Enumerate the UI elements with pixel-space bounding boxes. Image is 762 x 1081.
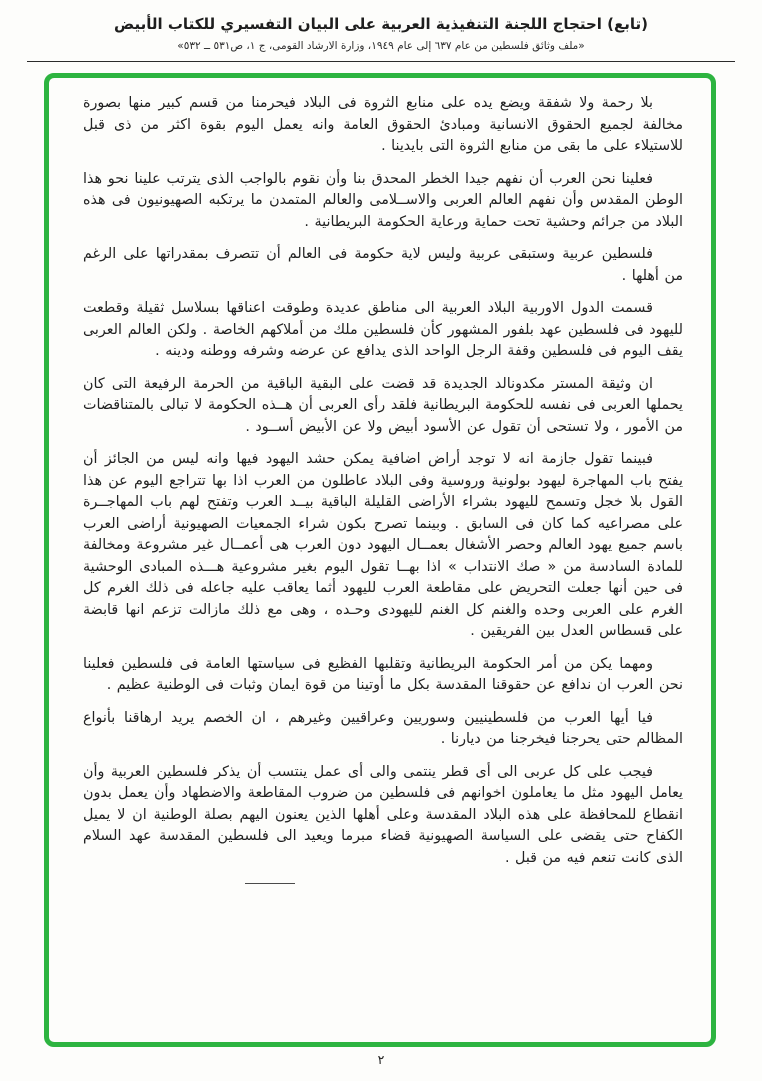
paragraph: فيا أيها العرب من فلسطينيين وسوريين وعراقيين وغيرهم ، ان الخصم يريد ارهاقنا بأنواع المظالم حتى يحرجنا فيخرجنا من ديارنا . bbox=[83, 709, 683, 747]
paragraph: فعلينا نحن العرب أن نفهم جيدا الخطر المحدق بنا وأن نقوم بالواجب الذى يترتب علينا نحو هذا الوطن المقدس وأن نفهم العالم العربى والاســلامى والعالم المتمدن ما يرتكبه الصهيونيون فى هذه البلاد من جرائم وحشية تحت حماية ورعاية الحكومة البريطانية . bbox=[83, 170, 683, 230]
paragraph: قسمت الدول الاوربية البلاد العربية الى مناطق عديدة وطوقت اعناقها بسلاسل ثقيلة وقطعت لليهود فى فلسطين عهد بلفور المشهور كأن فلسطين ملك من أملاكهم الخاصة . ولكن العالم العربى يقف اليوم فى فلسطين وقفة الرجل الواحد الذى يدافع عن عرضه وشرفه ووطنه ودينه . bbox=[83, 300, 683, 359]
paragraph: فلسطين عربية وستبقى عربية وليس لاية حكومة فى العالم أن تتصرف بمقدراتها على الرغم من أهلها . bbox=[83, 246, 683, 284]
end-divider bbox=[245, 883, 295, 884]
header-divider bbox=[27, 61, 735, 62]
document-title: (تابع) احتجاج اللجنة التنفيذية العربية على البيان التفسيري للكتاب الأبيض bbox=[114, 15, 648, 33]
paragraph: فيجب على كل عربى الى أى قطر ينتمى والى أى عمل ينتسب أن يذكر فلسطين العربية وأن يعامل اليهود مثل ما يعاملون اخوانهم فى فلسطين من ضروب المقاطعة والاضطهاد وأن يعمل بدون انقطاع للمحافظة على هذه البلاد المقدسة وعلى أهلها الذين يعنون اليهم بصلة الوطنية ان لا يميل الكفاح حتى يقضى على السياسة الصهيونية قضاء مبرما ويعيد الى فلسطين المقدسة عهد السلام الذى كانت تنعم فيه من قبل . bbox=[83, 763, 683, 866]
document-source-line: «ملف وثائق فلسطين من عام ٦٣٧ إلى عام ١٩٤٩، وزارة الارشاد القومى، ج ١، ص٥٣١ ــ ٥٣٢» bbox=[177, 40, 585, 52]
paragraph: ومهما يكن من أمر الحكومة البريطانية وتقلبها الفظيع فى سياستها العامة فى فلسطين فعلينا نحن العرب ان ندافع عن حقوقنا المقدسة بكل ما أوتينا من قوة ايمان وثبات فى الوطنية عظيم . bbox=[83, 655, 683, 693]
paragraph: فبينما تقول جازمة انه لا توجد أراض اضافية يمكن حشد اليهود فيها وانه ليس من الجائز أن يفتح باب المهاجرة ليهود بولونية وروسية وفى البلاد عاطلون من العرب اذا بها تتراجع اليوم عن هذا القول بلا خجل وتسمح لليهود بشراء الأراضى القليلة الباقية بيــد العرب وتفتح لهم باب المهاجــرة على مصراعيه كما كان فى السابق . وبينما تصرح بكون شراء الجمعيات الصهيونية أراضى العرب باسم جميع يهود العالم وحصر الأشغال بعمــال اليهود دون العرب هى أعمــال غير مشروعة ومخالفة للمادة السادسة من « صك الانتداب » اذا بهــا تقول اليوم بغير مشروعية هـــذه المبادى الوحشية فى حين أنها جعلت التحريض على مقاطعة العرب لليهود أثما يعاقب عليه جاعله فى ذلك الغرم كل الغرم على العربى وحده والغنم كل الغنم لليهودى وحـده ، وهى مع ذلك مازالت تزعم انها قابضة على قسطاس العدل بين الفريقين . bbox=[83, 451, 683, 639]
paragraph: ان وثيقة المستر مكدونالد الجديدة قد قضت على البقية الباقية من الحرمة الرفيعة التى كان يحملها العربى فى نفسه للحكومة البريطانية فلقد رأى العربى أن هــذه الحكومة لا تبالى بالمتناقضات من الأمور ، ولا تستحى أن تقول عن الأسود أبيض ولا عن الأبيض أســود . bbox=[83, 375, 683, 435]
paragraph: بلا رحمة ولا شفقة ويضع يده على منابع الثروة فى البلاد فيحرمنا من قسم كبير منها بصورة مخالفة لجميع الحقوق الانسانية ومبادئ الحقوق العامة وانه يعمل اليوم بقوة اكثر من ذى قبل للاستيلاء على ما بقى من منابع الثروة التى بايدينا . bbox=[83, 95, 683, 154]
document-header bbox=[0, 0, 762, 62]
body-text bbox=[83, 93, 683, 869]
page-number: ٢ bbox=[377, 1052, 385, 1067]
content-frame bbox=[44, 73, 716, 1047]
